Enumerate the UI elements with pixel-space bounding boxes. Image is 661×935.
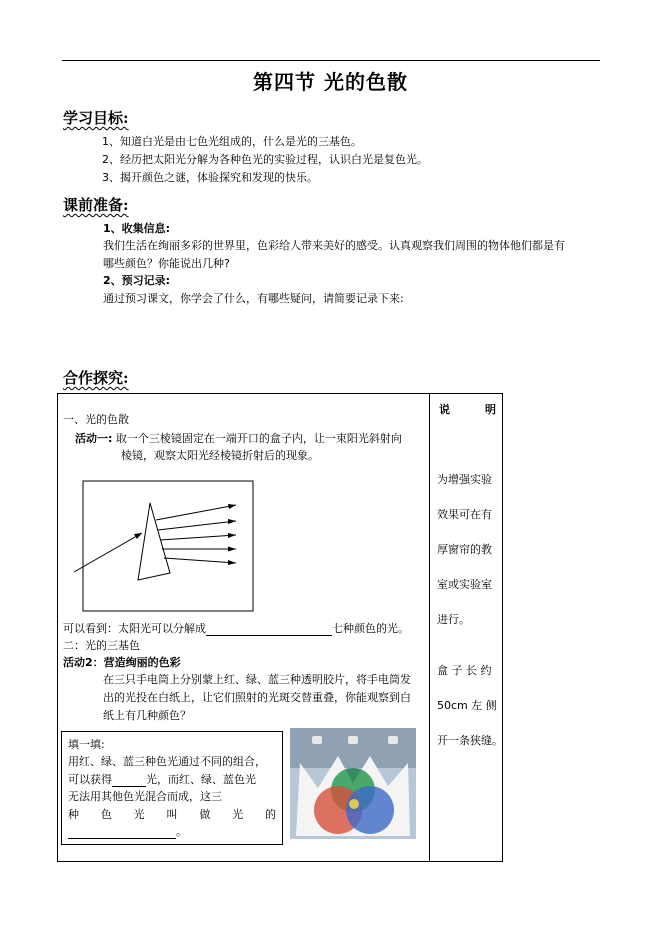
fill-char: 做: [199, 808, 211, 821]
collect-label: 1、收集信息:: [103, 222, 171, 235]
incident-ray: [74, 533, 142, 572]
result-suffix: 七种颜色的光。: [332, 622, 409, 635]
fill-char: 的: [264, 808, 276, 821]
goals-heading: 学习目标:: [63, 109, 129, 127]
arrowhead: [134, 533, 142, 539]
activity2-text: 出的光投在白纸上，让它们照射的光斑交替重叠，你能观察到白: [103, 691, 411, 704]
prism-diagram: [70, 475, 270, 615]
side-title-left: 说: [439, 403, 450, 416]
goal-item: 2、经历把太阳光分解为各种色光的实验过程，认识白光是复色光。: [102, 153, 428, 166]
side-note1: 厚窗帘的教: [437, 543, 492, 556]
activity1-label: 活动一:: [75, 432, 113, 445]
fill-char: 光: [133, 808, 145, 821]
activity2-label: 活动2：营造绚丽的色彩: [63, 656, 181, 669]
activity2-text: 在三只手电筒上分别蒙上红、绿、蓝三种透明胶片，将手电筒发: [103, 673, 411, 686]
activity1-text: 取一个三棱镜固定在一端开口的盒子内，让一束阳光斜射向: [115, 432, 402, 445]
part1-heading: 一、光的色散: [63, 413, 129, 426]
part2-heading: 二：光的三基色: [63, 639, 140, 652]
side-note2: 盒 子 长 约: [437, 664, 492, 677]
preview-label: 2、预习记录:: [103, 274, 171, 287]
goal-item: 1、知道白光是由七色光组成的，什么是光的三基色。: [102, 135, 362, 148]
top-rule: [62, 60, 600, 61]
color-mixing-photo: [290, 728, 416, 839]
side-note1: 效果可在有: [437, 508, 492, 521]
fill-line: 用红、绿、蓝三种色光通过不同的组合，: [68, 755, 266, 768]
side-note1: 为增强实验: [437, 473, 492, 486]
page-title: 第四节 光的色散: [253, 70, 408, 94]
fill-heading: 填一填:: [68, 738, 105, 751]
fill-line2-suffix: 光，而红、绿、蓝色光: [146, 773, 256, 786]
blue-circle: [346, 786, 394, 834]
result-blank[interactable]: [206, 623, 332, 636]
activity1-text: 棱镜，观察太阳光经棱镜折射后的现象。: [121, 449, 319, 462]
collect-text: 我们生活在绚丽多彩的世界里，色彩给人带来美好的感受。认真观察我们周围的物体他们都是有: [103, 239, 565, 252]
side-note2: 开一条狭缝。: [437, 734, 503, 747]
activity2-text: 纸上有几种颜色？: [103, 709, 191, 722]
box-outline: [83, 481, 253, 611]
photo-top-shadow: [290, 728, 416, 768]
goal-item: 3、揭开颜色之谜，体验探究和发现的快乐。: [102, 171, 318, 184]
fill-blank[interactable]: [112, 774, 146, 787]
fill-line2-prefix: 可以获得: [68, 773, 112, 786]
side-note1: 室或实验室: [437, 578, 492, 591]
prism: [138, 503, 170, 580]
side-note2: 50cm 左 侧: [437, 699, 497, 712]
result-prefix: 可以看到：太阳光可以分解成: [63, 622, 206, 635]
fill-line5-suffix: 。: [176, 825, 187, 838]
fill-char: 叫: [166, 808, 178, 821]
table-divider: [429, 393, 430, 862]
side-title-right: 明: [485, 403, 496, 416]
fill-blank[interactable]: [68, 826, 176, 839]
collect-text: 哪些颜色？你能说出几种?: [103, 257, 230, 270]
coop-heading: 合作探究:: [63, 369, 129, 387]
center-overlap: [349, 799, 359, 809]
fill-line4: [68, 808, 276, 822]
fill-line: 无法用其他色光混合而成，这三: [68, 790, 222, 803]
fill-char: 种: [68, 808, 79, 821]
fill-char: 光: [232, 808, 244, 821]
dispersed-rays: [156, 505, 236, 563]
side-note1: 进行。: [437, 613, 470, 626]
ray-arrowheads: [228, 504, 236, 565]
fill-char: 色: [100, 808, 112, 821]
preview-text: 通过预习课文，你学会了什么，有哪些疑问，请简要记录下来:: [103, 292, 404, 305]
prep-heading: 课前准备:: [63, 196, 129, 214]
